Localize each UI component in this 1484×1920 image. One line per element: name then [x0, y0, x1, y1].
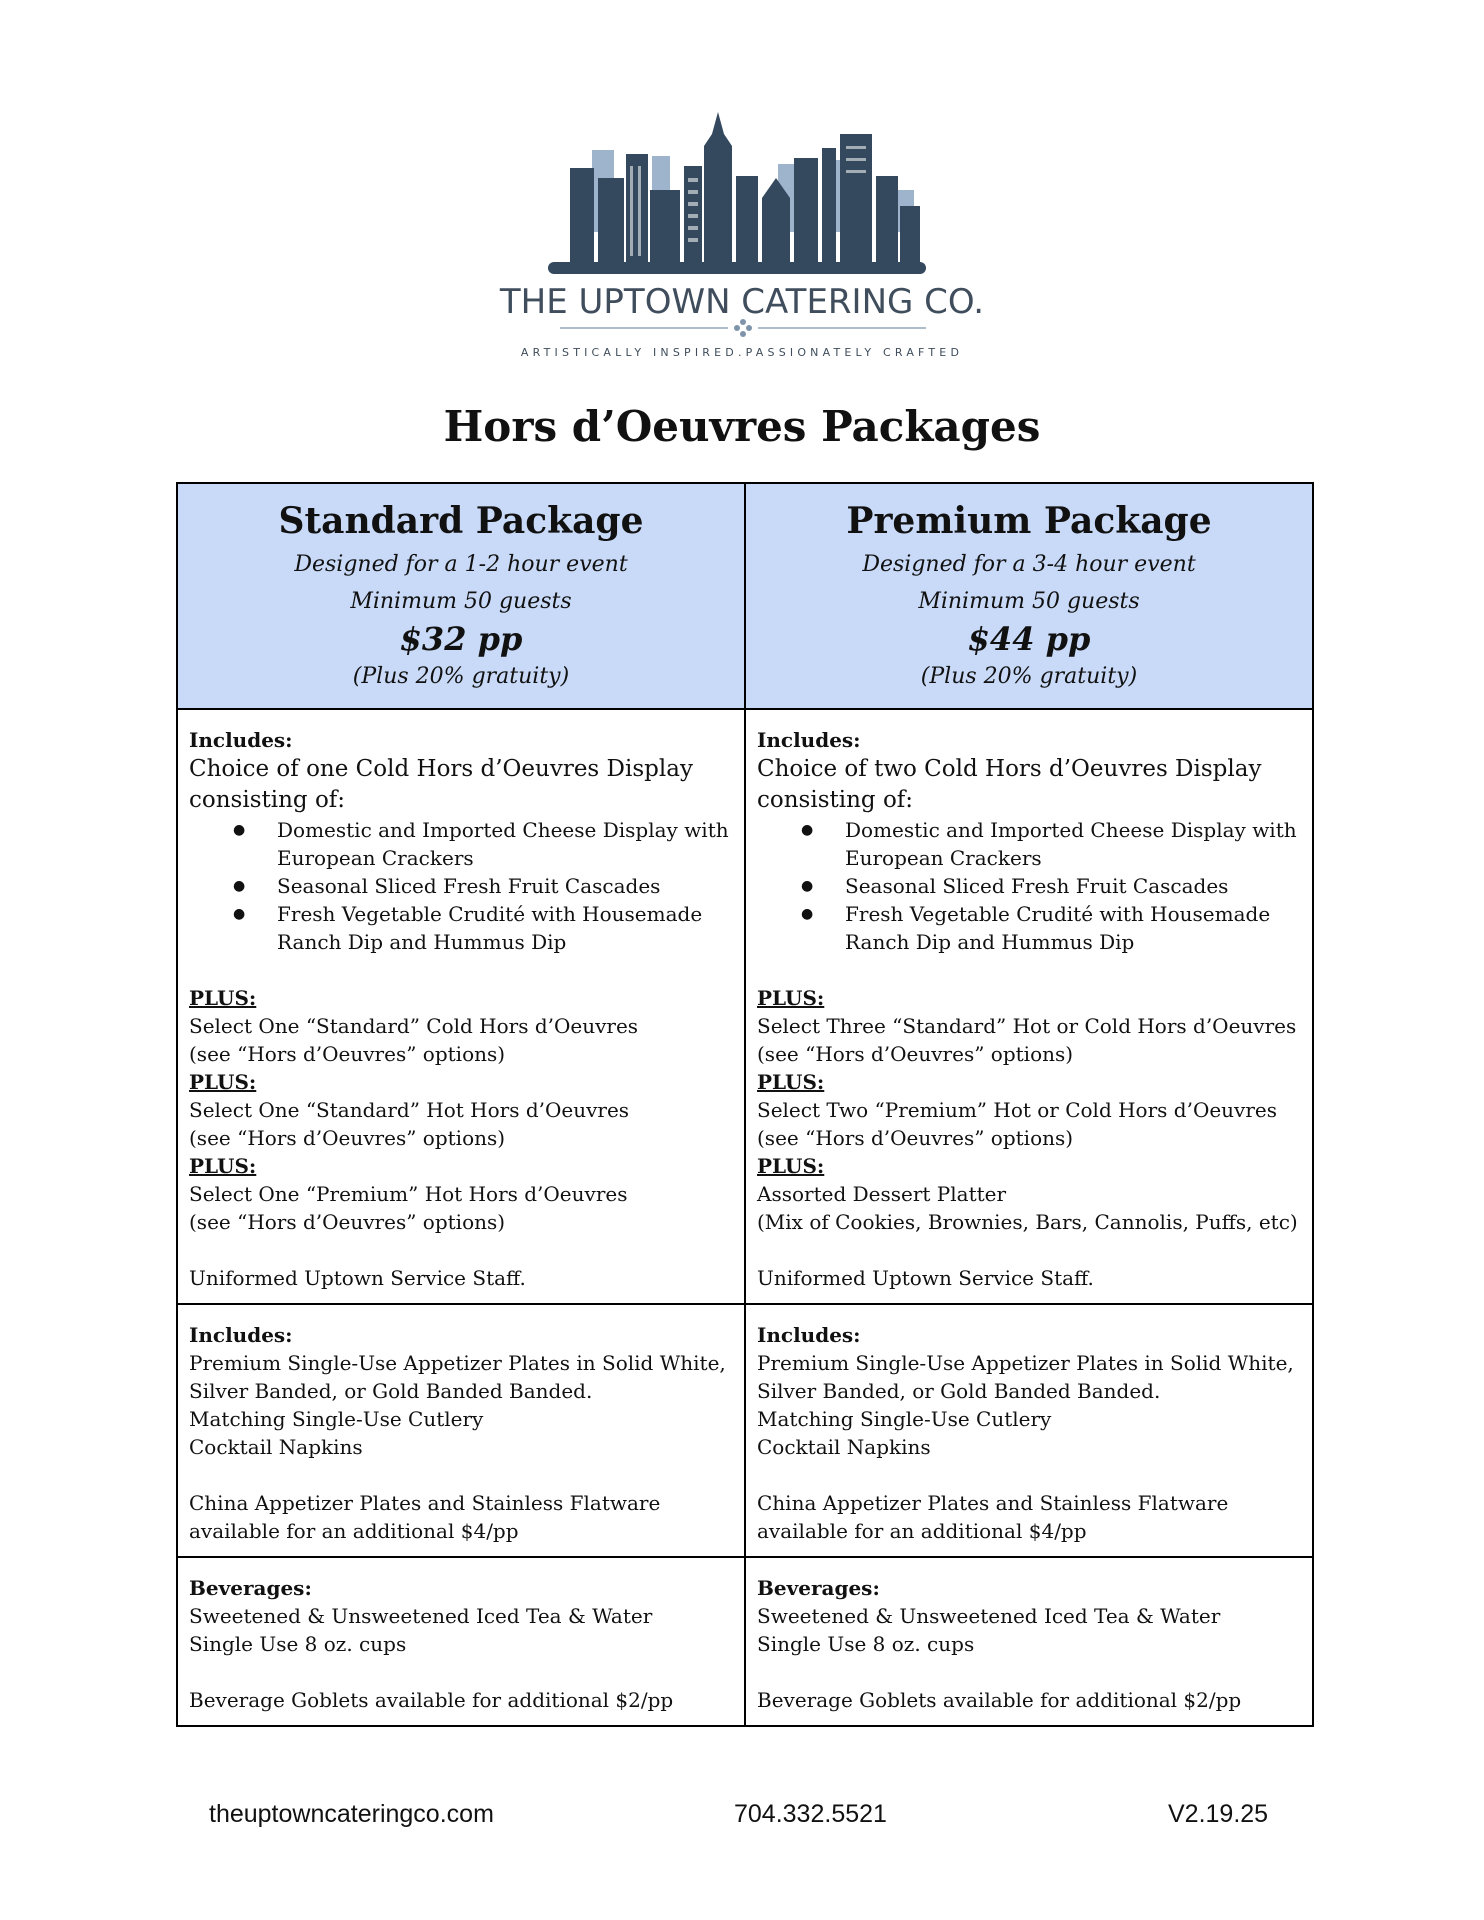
display-items-list: [757, 816, 1301, 956]
plus-label: PLUS:: [757, 986, 825, 1010]
footer-phone[interactable]: 704.332.5521: [734, 1800, 887, 1828]
standard-package-header: [177, 483, 745, 709]
skyline-logo-icon: [500, 106, 986, 366]
includes-label: Includes:: [189, 728, 293, 752]
package-duration: Designed for a 1-2 hour event: [294, 552, 628, 577]
display-choice: Choice of two Cold Hors d’Oeuvres Display: [757, 756, 1262, 782]
list-item: ● Seasonal Sliced Fresh Fruit Cascades: [845, 872, 1301, 900]
plus-item: Select One “Standard” Hot Hors d’Oeuvres: [189, 1098, 630, 1122]
tableware-line: Premium Single-Use Appetizer Plates in Solid White,: [757, 1351, 1294, 1375]
plus-item: Select One “Premium” Hot Hors d’Oeuvres: [189, 1182, 628, 1206]
packages-table: [176, 482, 1314, 1727]
beverage-line: Single Use 8 oz. cups: [757, 1632, 975, 1656]
beverage-line: Sweetened & Unsweetened Iced Tea & Water: [757, 1604, 1221, 1628]
plus-item-note: (Mix of Cookies, Brownies, Bars, Cannolis, Puffs, etc): [757, 1210, 1298, 1234]
package-minimum: Minimum 50 guests: [918, 589, 1140, 614]
brand-name: THE UPTOWN CATERING CO.: [499, 282, 985, 322]
standard-beverage-cell: [177, 1557, 745, 1726]
list-item: ● Seasonal Sliced Fresh Fruit Cascades: [277, 872, 733, 900]
footer-website[interactable]: theuptowncateringco.com: [209, 1800, 494, 1828]
tableware-line: Silver Banded, or Gold Banded Banded.: [757, 1379, 1161, 1403]
package-price: $32 pp: [399, 620, 523, 658]
display-choice: Choice of one Cold Hors d’Oeuvres Display: [189, 756, 693, 782]
plus-label: PLUS:: [189, 1070, 257, 1094]
display-choice-cont: consisting of:: [189, 787, 346, 813]
goblets-upgrade: Beverage Goblets available for additional $2/pp: [189, 1688, 674, 1712]
plus-item-note: (see “Hors d’Oeuvres” options): [757, 1042, 1074, 1066]
tableware-line: Silver Banded, or Gold Banded Banded.: [189, 1379, 593, 1403]
package-name: Premium Package: [846, 500, 1212, 542]
standard-tableware-cell: [177, 1304, 745, 1557]
includes-label: Includes:: [757, 728, 861, 752]
display-choice-cont: consisting of:: [757, 787, 914, 813]
package-menu-row: [177, 709, 1313, 1304]
china-upgrade-price: available for an additional $4/pp: [757, 1519, 1087, 1543]
plus-item-note: (see “Hors d’Oeuvres” options): [189, 1126, 506, 1150]
package-beverage-row: [177, 1557, 1313, 1726]
list-item: ● Domestic and Imported Cheese Display with European Crackers: [277, 816, 733, 872]
goblets-upgrade: Beverage Goblets available for additional $2/pp: [757, 1688, 1242, 1712]
package-gratuity: (Plus 20% gratuity): [352, 664, 570, 689]
tableware-line: Premium Single-Use Appetizer Plates in Solid White,: [189, 1351, 726, 1375]
list-item: ● Fresh Vegetable Crudité with Housemade Ranch Dip and Hummus Dip: [277, 900, 733, 956]
beverages-label: Beverages:: [189, 1576, 312, 1600]
premium-tableware-cell: [745, 1304, 1313, 1557]
package-duration: Designed for a 3-4 hour event: [862, 552, 1196, 577]
china-upgrade-price: available for an additional $4/pp: [189, 1519, 519, 1543]
beverages-label: Beverages:: [757, 1576, 880, 1600]
premium-beverage-cell: [745, 1557, 1313, 1726]
tableware-line: Matching Single-Use Cutlery: [189, 1407, 484, 1431]
list-item: ● Fresh Vegetable Crudité with Housemade Ranch Dip and Hummus Dip: [845, 900, 1301, 956]
plus-item-note: (see “Hors d’Oeuvres” options): [757, 1126, 1074, 1150]
tableware-includes-label: Includes:: [189, 1323, 293, 1347]
beverage-line: Single Use 8 oz. cups: [189, 1632, 407, 1656]
package-name: Standard Package: [278, 500, 644, 542]
plus-label: PLUS:: [189, 986, 257, 1010]
service-staff: Uniformed Uptown Service Staff.: [189, 1266, 526, 1290]
package-header-row: [177, 483, 1313, 709]
footer-version: V2.19.25: [1168, 1800, 1269, 1828]
tableware-line: Cocktail Napkins: [757, 1435, 931, 1459]
standard-menu-cell: [177, 709, 745, 1304]
beverage-line: Sweetened & Unsweetened Iced Tea & Water: [189, 1604, 653, 1628]
page-title: Hors d’Oeuvres Packages: [443, 402, 1041, 451]
package-minimum: Minimum 50 guests: [350, 589, 572, 614]
service-staff: Uniformed Uptown Service Staff.: [757, 1266, 1094, 1290]
plus-item-note: (see “Hors d’Oeuvres” options): [189, 1210, 506, 1234]
plus-item: Select One “Standard” Cold Hors d’Oeuvres: [189, 1014, 639, 1038]
package-price: $44 pp: [967, 620, 1091, 658]
plus-item-note: (see “Hors d’Oeuvres” options): [189, 1042, 506, 1066]
premium-menu-cell: [745, 709, 1313, 1304]
package-tableware-row: [177, 1304, 1313, 1557]
premium-package-header: [745, 483, 1313, 709]
brand-tagline: ARTISTICALLY INSPIRED.PASSIONATELY CRAFTED: [520, 346, 964, 359]
china-upgrade: China Appetizer Plates and Stainless Flatware: [757, 1491, 1229, 1515]
plus-item: Select Two “Premium” Hot or Cold Hors d’Oeuvres: [757, 1098, 1278, 1122]
display-items-list: [189, 816, 733, 956]
plus-item: Select Three “Standard” Hot or Cold Hors d’Oeuvres: [757, 1014, 1297, 1038]
tableware-line: Cocktail Napkins: [189, 1435, 363, 1459]
tableware-includes-label: Includes:: [757, 1323, 861, 1347]
package-gratuity: (Plus 20% gratuity): [920, 664, 1138, 689]
plus-label: PLUS:: [757, 1154, 825, 1178]
china-upgrade: China Appetizer Plates and Stainless Flatware: [189, 1491, 661, 1515]
list-item: ● Domestic and Imported Cheese Display with European Crackers: [845, 816, 1301, 872]
tableware-line: Matching Single-Use Cutlery: [757, 1407, 1052, 1431]
plus-label: PLUS:: [757, 1070, 825, 1094]
plus-item: Assorted Dessert Platter: [757, 1182, 1007, 1206]
plus-label: PLUS:: [189, 1154, 257, 1178]
